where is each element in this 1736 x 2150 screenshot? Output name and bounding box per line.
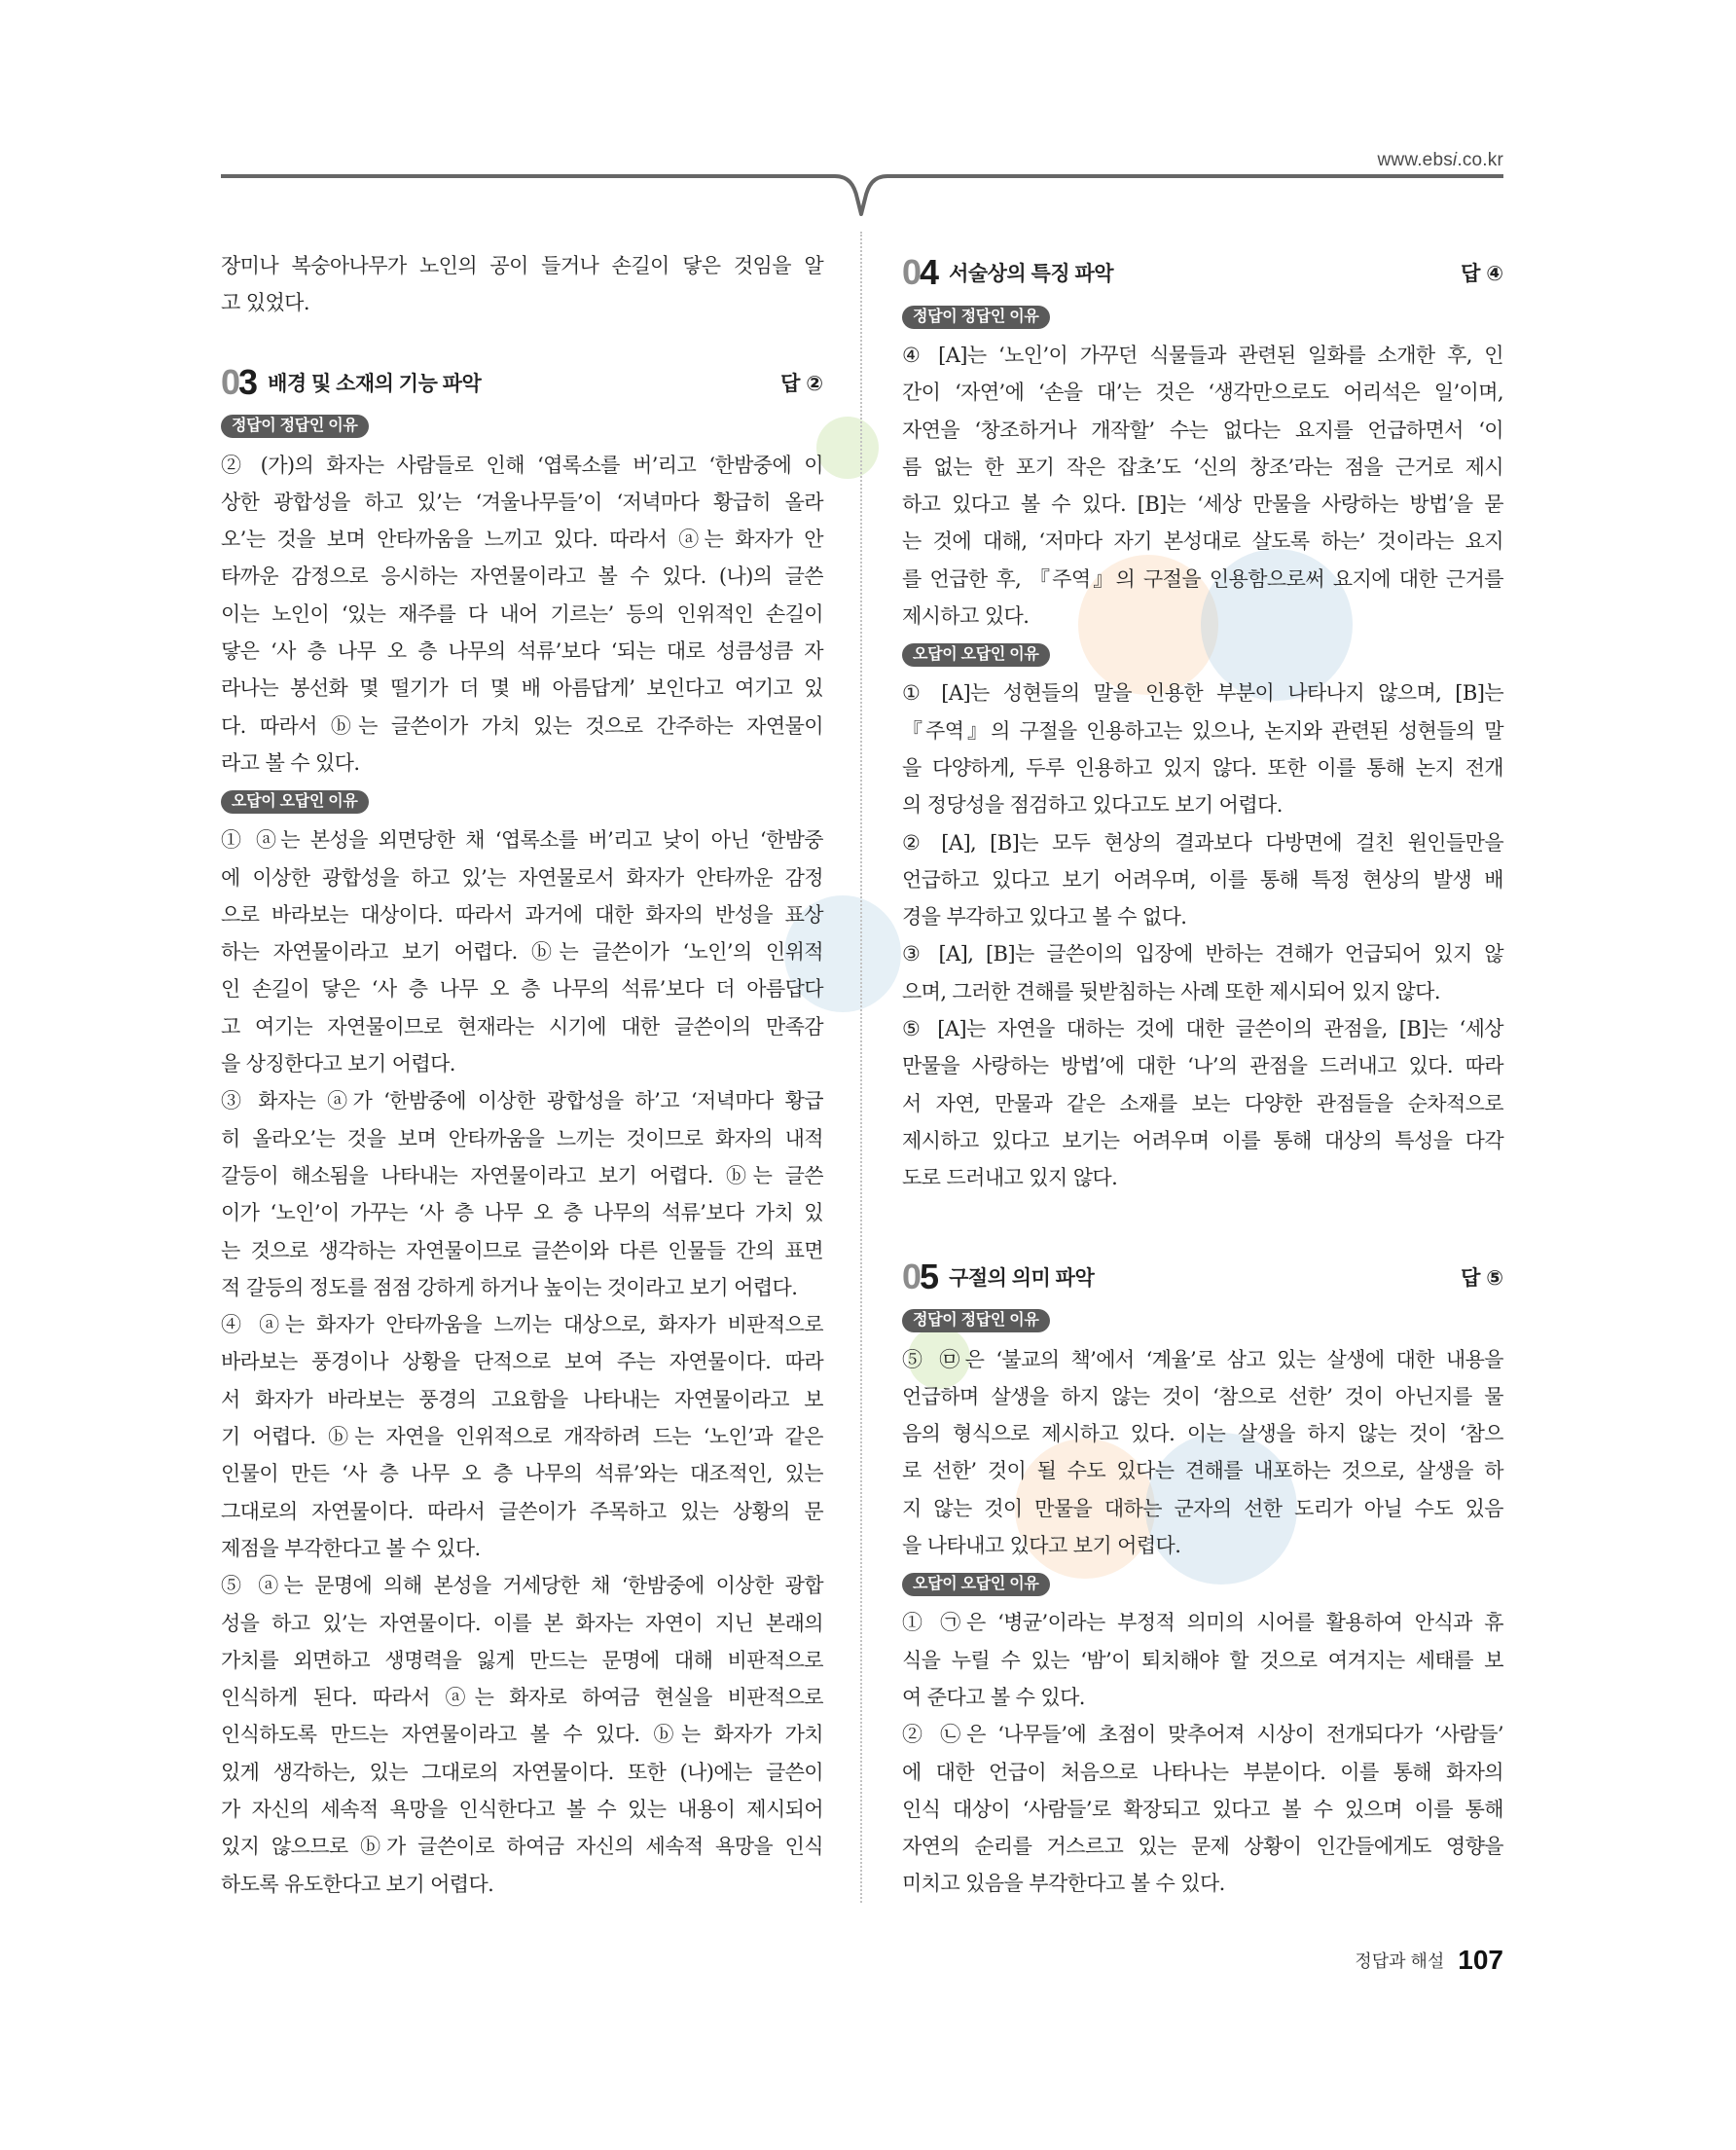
footer-label: 정답과 해설 (1355, 1951, 1445, 1971)
text-line: 가 자신의 세속적 욕망을 인식한다고 볼 수 있는 내용이 제시되어 (221, 1797, 823, 1821)
text-line: 는 것으로 생각하는 자연물이므로 글쓴이와 다른 인물들 간의 표면 (221, 1238, 823, 1262)
text-line: ⑤ ㉤은 ‘불교의 책’에서 ‘계율’로 삼고 있는 살생에 대한 내용을 (902, 1347, 1503, 1371)
question-title: 배경 및 소재의 기능 파악 (268, 372, 482, 395)
text-line: 을 나타내고 있다고 보기 어렵다. (902, 1534, 1181, 1558)
text-line: 하도록 유도한다고 보기 어렵다. (221, 1872, 494, 1896)
text-line: 언급하고 있다고 보기 어려우며, 이를 통해 특정 현상의 발생 배 (902, 867, 1503, 892)
text-line: 를 언급한 후, 『주역』의 구절을 인용함으로써 요지에 대한 근거를 (902, 566, 1503, 591)
column-divider (860, 232, 862, 1903)
question-heading-04 (902, 248, 1503, 297)
text-line: 제시하고 있다. (902, 604, 1030, 629)
number-lead: 0 (902, 1256, 921, 1296)
text-line: ⑤ [A]는 자연을 대하는 것에 대한 글쓴이의 관점을, [B]는 ‘세상 (902, 1017, 1503, 1041)
correct-reason-badge: 정답이 정답인 이유 (902, 1309, 1050, 1332)
text-line: 제점을 부각한다고 볼 수 있다. (221, 1536, 481, 1560)
wrong-reason-badge: 오답이 오답인 이유 (221, 790, 369, 814)
text-line: 름 없는 한 포기 작은 잡초’도 ‘신의 창조’라는 점을 근거로 제시 (902, 455, 1503, 479)
text-line: 자연의 순리를 거스르고 있는 문제 상황이 인간들에게도 영향을 (902, 1835, 1503, 1859)
text-line: 갈등이 해소됨을 나타내는 자연물이라고 보기 어렵다. ⓑ는 글쓴 (221, 1163, 823, 1187)
text-line: ③ [A], [B]는 글쓴이의 입장에 반하는 견해가 언급되어 있지 않 (902, 942, 1503, 966)
text-line: ① [A]는 성현들의 말을 인용한 부분이 나타나지 않으며, [B]는 (902, 681, 1503, 706)
wrong-reason-row (902, 635, 1503, 674)
header-rule (0, 0, 1736, 234)
wrong-reason-badge: 오답이 오답인 이유 (902, 1573, 1050, 1596)
text-line: 언급하며 살생을 하지 않는 것이 ‘참으로 선한’ 것이 아닌지를 물 (902, 1384, 1503, 1408)
text-line: ③ 화자는 ⓐ가 ‘한밤중에 이상한 광합성을 하’고 ‘저녁마다 황급 (221, 1089, 823, 1113)
text-line: ② (가)의 화자는 사람들로 인해 ‘엽록소를 버’리고 ‘한밤중에 이 (221, 453, 823, 477)
text-line: 히 올라오’는 것을 보며 안타까움을 느끼는 것이므로 화자의 내적 (221, 1126, 823, 1150)
text-line: 서 화자가 바라보는 풍경의 고요함을 나타내는 자연물이라고 보 (221, 1387, 823, 1411)
text-line: ① ⓐ는 본성을 외면당한 채 ‘엽록소를 버’리고 낮이 아닌 ‘한밤중 (221, 828, 823, 853)
number-lead: 0 (221, 361, 239, 402)
text-line: ④ [A]는 ‘노인’이 가꾸던 식물들과 관련된 일화를 소개한 후, 인 (902, 344, 1503, 367)
text-line: 여 준다고 볼 수 있다. (902, 1685, 1085, 1709)
text-line: 미치고 있음을 부각한다고 볼 수 있다. (902, 1872, 1225, 1896)
text-line: 서 자연, 만물과 같은 소재를 보는 다양한 관점들을 순차적으로 (902, 1091, 1503, 1115)
question-number (902, 1256, 938, 1296)
number-lead: 0 (902, 252, 921, 292)
text-line: 『주역』의 구절을 인용하고는 있으나, 논지와 관련된 성현들의 말 (902, 718, 1503, 743)
text-line: 의 정당성을 점검하고 있다고도 보기 어렵다. (902, 793, 1283, 818)
text-line: 인식 대상이 ‘사람들’로 확장되고 있다고 볼 수 있으며 이를 통해 (902, 1797, 1503, 1821)
text-line: 로 선한’ 것이 될 수도 있다는 견해를 내포하는 것으로, 살생을 하 (902, 1459, 1503, 1483)
right-column (902, 248, 1503, 1903)
text-line: 인 손길이 닿은 ‘사 층 나무 오 층 나무의 석류’보다 더 아름답다 (221, 977, 823, 1002)
text-line: 에 이상한 광합성을 하고 있’는 자연물로서 화자가 안타까운 감정 (221, 865, 823, 890)
wrong-reason-row (221, 782, 823, 821)
answer-key: 답 ⑤ (1461, 1266, 1503, 1290)
text-line: 하는 자연물이라고 보기 어렵다. ⓑ는 글쓴이가 ‘노인’의 인위적 (221, 940, 823, 965)
question-title: 서술상의 특징 파악 (949, 263, 1114, 285)
answer-key: 답 ② (780, 372, 823, 395)
text-line: 있게 생각하는, 있는 그대로의 자연물이다. 또한 (나)에는 글쓴이 (221, 1760, 823, 1784)
correct-reason-badge: 정답이 정답인 이유 (221, 415, 369, 438)
question-number (221, 361, 257, 402)
correct-reason-row (902, 297, 1503, 337)
number-digit: 5 (920, 1256, 938, 1296)
question-heading-05 (902, 1253, 1503, 1301)
question-heading-03 (221, 358, 823, 407)
text-line: 라고 볼 수 있다. (221, 750, 360, 775)
text-line: 다. 따라서 ⓑ는 글쓴이가 가치 있는 것으로 간주하는 자연물이 (221, 713, 823, 738)
site-url-suffix: .co.kr (1457, 150, 1503, 170)
text-line: 인식하도록 만드는 자연물이라고 볼 수 있다. ⓑ는 화자가 가치 (221, 1723, 823, 1747)
text-line: 경을 부각하고 있다고 볼 수 없다. (902, 905, 1187, 929)
text-line: 기 어렵다. ⓑ는 자연을 인위적으로 개작하려 드는 ‘노인’과 같은 (221, 1425, 823, 1449)
text-line: 이가 ‘노인’이 가꾸는 ‘사 층 나무 오 층 나무의 석류’보다 가치 있 (221, 1201, 823, 1225)
text-line: 성을 하고 있’는 자연물이다. 이를 본 화자는 자연이 지닌 본래의 (221, 1611, 823, 1635)
text-line: 고 있었다. (221, 291, 309, 315)
text-line: 그대로의 자연물이다. 따라서 글쓴이가 주목하고 있는 상황의 문 (221, 1499, 823, 1523)
page-footer (1355, 1941, 1503, 1980)
text-line: 하고 있다고 볼 수 있다. [B]는 ‘세상 만물을 사랑하는 방법’을 묻 (902, 492, 1503, 517)
correct-reason-row (902, 1301, 1503, 1341)
text-line: 제시하고 있다고 보기는 어려우며 이를 통해 대상의 특성을 다각 (902, 1128, 1503, 1152)
text-line: 바라보는 풍경이나 상황을 단적으로 보여 주는 자연물이다. 따라 (221, 1350, 823, 1374)
text-line: 가치를 외면하고 생명력을 잃게 만드는 문명에 대해 비판적으로 (221, 1648, 823, 1672)
text-line: 을 상징한다고 보기 어렵다. (221, 1052, 455, 1076)
text-line: 에 대한 언급이 처음으로 나타나는 부분이다. 이를 통해 화자의 (902, 1760, 1503, 1784)
text-line: ② ㉡은 ‘나무들’에 초점이 맞추어져 시상이 전개되다가 ‘사람들’ (902, 1723, 1503, 1747)
text-line: 적 갈등의 정도를 점점 강하게 하거나 높이는 것이라고 보기 어렵다. (221, 1275, 798, 1299)
page-number: 107 (1458, 1945, 1503, 1975)
text-line: 으로 바라보는 대상이다. 따라서 과거에 대한 화자의 반성을 표상 (221, 902, 823, 927)
site-url-accent: i (1452, 150, 1458, 170)
wrong-reason-badge: 오답이 오답인 이유 (902, 643, 1050, 667)
text-line: 오’는 것을 보며 안타까움을 느끼고 있다. 따라서 ⓐ는 화자가 안 (221, 528, 823, 552)
text-line: ④ ⓐ는 화자가 안타까움을 느끼는 대상으로, 화자가 비판적으로 (221, 1313, 823, 1337)
text-line: 간이 ‘자연’에 ‘손을 대’는 것은 ‘생각만으로도 어리석은 일’이며, (902, 381, 1503, 405)
text-line: 있지 않으므로 ⓑ가 글쓴이로 하여금 자신의 세속적 욕망을 인식 (221, 1835, 823, 1859)
text-line: 음의 형식으로 제시하고 있다. 이는 살생을 하지 않는 것이 ‘참으 (902, 1422, 1503, 1446)
text-line: 으며, 그러한 견해를 뒷받침하는 사례 또한 제시되어 있지 않다. (902, 979, 1440, 1003)
text-line: 만물을 사랑하는 방법’에 대한 ‘나’의 관점을 드러내고 있다. 따라 (902, 1054, 1503, 1078)
left-column (221, 247, 823, 1903)
text-line: ① ㉠은 ‘병균’이라는 부정적 의미의 시어를 활용하여 안식과 휴 (902, 1611, 1503, 1635)
number-digit: 4 (920, 252, 938, 292)
answer-key: 답 ④ (1461, 263, 1503, 285)
question-number (902, 252, 938, 292)
watermark-dot-green (816, 417, 879, 479)
site-url-prefix: www.ebs (1377, 150, 1453, 170)
text-line: 자연을 ‘창조하거나 개작할’ 수는 없다는 요지를 언급하면서 ‘이 (902, 418, 1503, 442)
text-line: 는 것에 대해, ‘저마다 자기 본성대로 살도록 하는’ 것이라는 요지 (902, 529, 1503, 554)
text-line: 을 다양하게, 두루 인용하고 있지 않다. 또한 이를 통해 논지 전개 (902, 755, 1503, 780)
text-line: 장미나 복숭아나무가 노인의 공이 들거나 손길이 닿은 것임을 알 (221, 254, 823, 277)
text-line: 도로 드러내고 있지 않다. (902, 1166, 1118, 1190)
correct-reason-badge: 정답이 정답인 이유 (902, 306, 1050, 329)
text-line: 인식하게 된다. 따라서 ⓐ는 화자로 하여금 현실을 비판적으로 (221, 1686, 823, 1710)
question-title: 구절의 의미 파악 (949, 1266, 1095, 1290)
text-line: 타까운 감정으로 응시하는 자연물이라고 볼 수 있다. (나)의 글쓴 (221, 565, 823, 589)
number-digit: 3 (238, 361, 257, 402)
correct-reason-row (221, 407, 823, 447)
text-line: 닿은 ‘사 층 나무 오 층 나무의 석류’보다 ‘되는 대로 성큼성큼 자 (221, 639, 823, 664)
text-line: 고 여기는 자연물이므로 현재라는 시기에 대한 글쓴이의 만족감 (221, 1014, 823, 1039)
text-line: ⑤ ⓐ는 문명에 의해 본성을 거세당한 채 ‘한밤중에 이상한 광합 (221, 1574, 823, 1598)
text-line: 인물이 만든 ‘사 층 나무 오 층 나무의 석류’와는 대조적인, 있는 (221, 1462, 823, 1486)
text-line: 라나는 봉선화 몇 떨기가 더 몇 배 아름답게’ 보인다고 여기고 있 (221, 676, 823, 701)
text-line: 식을 누릴 수 있는 ‘밤’이 퇴치해야 할 것으로 여겨지는 세태를 보 (902, 1648, 1503, 1672)
text-line: 상한 광합성을 하고 있’는 ‘겨울나무들’이 ‘저녁마다 황급히 올라 (221, 490, 823, 514)
text-line: ② [A], [B]는 모두 현상의 결과보다 다방면에 걸친 원인들만을 (902, 830, 1503, 855)
text-line: 이는 노인이 ‘있는 재주를 다 내어 기르는’ 등의 인위적인 손길이 (221, 601, 823, 626)
wrong-reason-row (902, 1564, 1503, 1604)
text-line: 지 않는 것이 만물을 대하는 군자의 선한 도리가 아닐 수도 있음 (902, 1496, 1503, 1520)
